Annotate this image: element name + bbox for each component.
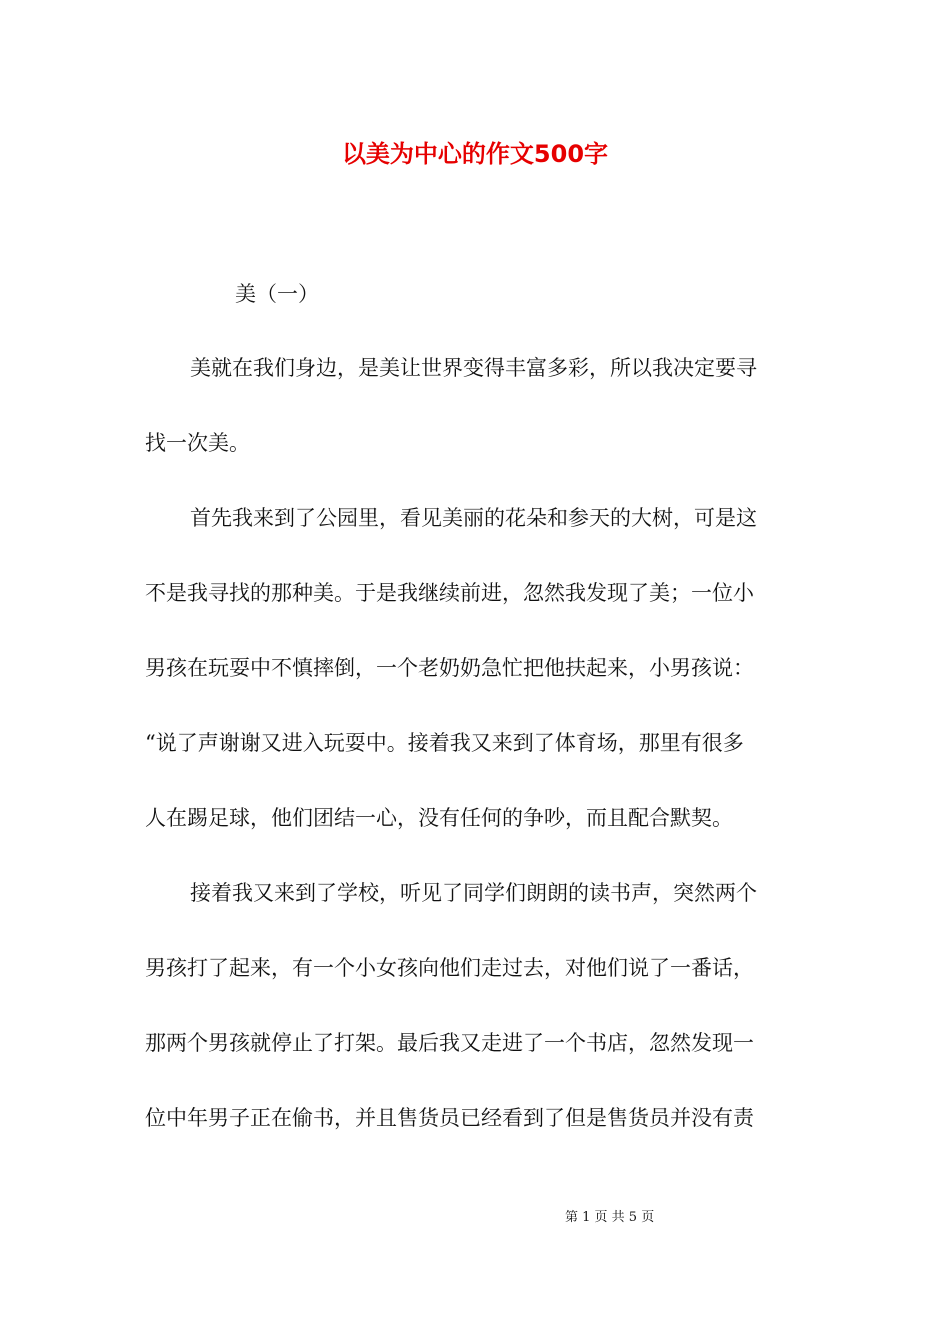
- text-line: “说了声谢谢又进入玩耍中。接着我又来到了体育场，那里有很多: [145, 731, 744, 755]
- text-line: 人在踢足球，他们团结一心，没有任何的争吵，而且配合默契。: [145, 806, 733, 830]
- text-line: 男孩在玩耍中不慎摔倒，一个老奶奶急忙把他扶起来，小男孩说：: [145, 656, 754, 680]
- text-line: 找一次美。: [145, 431, 250, 455]
- document-title: 以美为中心的作文500字: [341, 140, 609, 168]
- page-number-footer: 第 1 页 共 5 页: [565, 1210, 655, 1225]
- text-line: 那两个男孩就停止了打架。最后我又走进了一个书店，忽然发现一: [145, 1031, 754, 1055]
- text-line: 不是我寻找的那种美。于是我继续前进，忽然我发现了美；一位小: [145, 581, 754, 605]
- section-heading: 美（一）: [235, 282, 319, 306]
- text-line: 首先我来到了公园里，看见美丽的花朵和参天的大树，可是这: [190, 506, 757, 530]
- text-line: 位中年男子正在偷书，并且售货员已经看到了但是售货员并没有责: [145, 1106, 754, 1130]
- text-line: 男孩打了起来，有一个小女孩向他们走过去，对他们说了一番话，: [145, 956, 754, 980]
- text-line: 美就在我们身边，是美让世界变得丰富多彩，所以我决定要寻: [190, 356, 757, 380]
- text-line: 接着我又来到了学校，听见了同学们朗朗的读书声，突然两个: [190, 881, 757, 905]
